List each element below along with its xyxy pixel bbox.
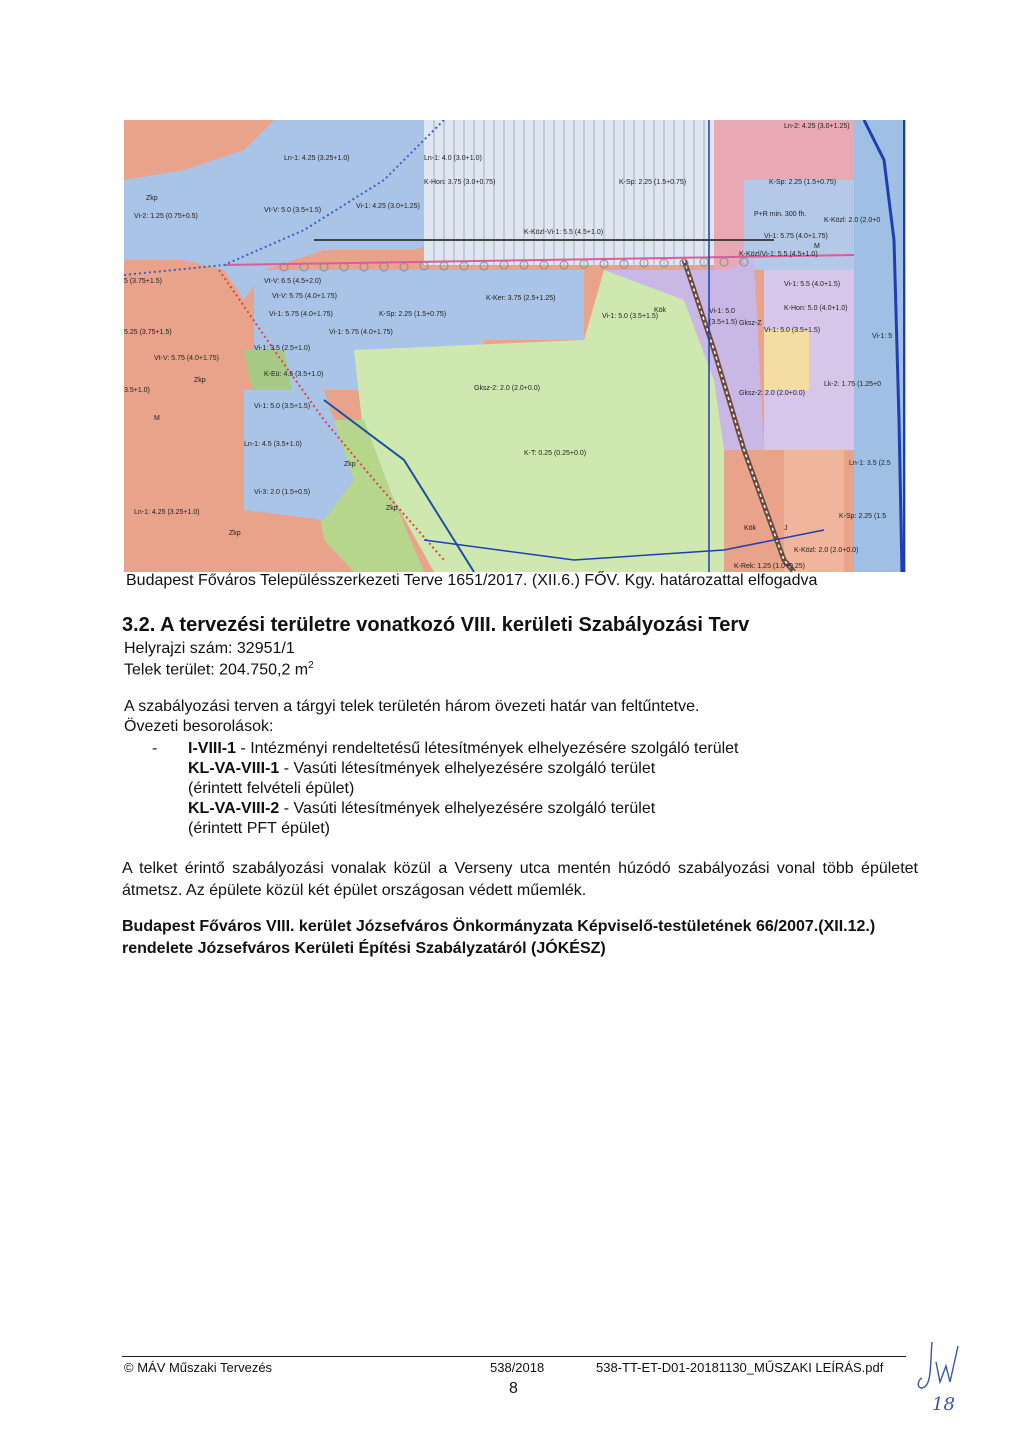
regulation-title: Budapest Főváros VIII. kerület Józsefváros Önkormányzata Képviselő-testületének 66/2007.(XII.12.) rendelete Józsefváros Kerületi Építési Szabályzatáról (JÓKÉSZ)	[122, 918, 876, 957]
section-heading: 3.2. A tervezési területre vonatkozó VIII. kerületi Szabályozási Terv	[122, 614, 750, 636]
zone-code: KL-VA-VIII-1	[188, 760, 280, 777]
zone-desc: - Vasúti létesítmények elhelyezésére szolgáló terület	[279, 760, 656, 777]
map-caption: Budapest Főváros Településszerkezeti Terve 1651/2017. (XII.6.) FŐV. Kgy. határozattal elfogadva	[126, 572, 818, 589]
parcel-area-text: Telek terület: 204.750,2 m	[124, 661, 309, 679]
map-label: K-Közl: 2.0 (2.0+0.0)	[794, 547, 859, 554]
body-paragraph: A telket érintő szabályozási vonalak közül a Verseny utca mentén húzódó szabályozási vonal több épületet átmetsz. Az épülete közül két épület országosan védett műemlék.	[122, 860, 918, 899]
zone-item-1	[188, 740, 739, 758]
zone-note-2: (érintett felvételi épület)	[188, 780, 355, 797]
map-label: M	[814, 243, 820, 250]
map-label: Kök	[744, 525, 757, 532]
map-label: 5 (3.75+1.5)	[124, 278, 162, 285]
map-label: Ln-1: 4.0 (3.0+1.0)	[424, 155, 482, 162]
map-label: Ln-1: 4.5 (3.5+1.0)	[244, 441, 302, 448]
map-label: Zkp	[146, 195, 158, 202]
map-label: Vi-1: 3.5 (2.5+1.0)	[254, 345, 311, 352]
map-label: 5.25 (3.75+1.5)	[124, 329, 172, 336]
zone-code: I-VIII-1	[188, 740, 237, 757]
footer-right: 538-TT-ET-D01-20181130_MŰSZAKI LEÍRÁS.pdf	[596, 1360, 884, 1375]
map-label: Vi-1: 5.0 (3.5+1.5)	[764, 327, 821, 334]
signature-icon	[912, 1336, 972, 1416]
map-label: Ln-1: 4.25 (3.25+1.0)	[134, 509, 200, 516]
map-label: K-Hon: 5.0 (4.0+1.0)	[784, 305, 848, 312]
map-label: Zkp	[194, 377, 206, 384]
map-label: Gksz-2: 2.0 (2.0+0.0)	[474, 385, 540, 392]
zone-desc: - Vasúti létesítmények elhelyezésére szolgáló terület	[279, 800, 656, 817]
map-label: M	[154, 415, 160, 422]
map-label: Vi-1: 5.0 (3.5+1.5)	[254, 403, 311, 410]
map-label: P+R min. 300 fh.	[754, 211, 807, 218]
map-label: K-Rek: 1.25 (1.0+0.25)	[734, 563, 806, 570]
zone-item-2	[188, 760, 655, 778]
map-label: Vt-V: 5.0 (3.5+1.5)	[264, 207, 322, 214]
handwritten-page: 18	[932, 1394, 955, 1415]
map-label: 3.5+1.0)	[124, 387, 150, 394]
map-label: K-Hon: 3.75 (3.0+0.75)	[424, 179, 496, 186]
map-label: Vi-1: 5.75 (4.0+1.75)	[329, 329, 393, 336]
footer-left: © MÁV Műszaki Tervezés	[124, 1360, 273, 1375]
map-label: Vt-V: 6.5 (4.5+2.0)	[264, 278, 322, 285]
footer-center: 538/2018	[490, 1360, 545, 1375]
parcel-hrsz: Helyrajzi szám: 32951/1	[124, 640, 295, 657]
zone-item-3	[188, 800, 655, 818]
zone-desc: - Intézményi rendeltetésű létesítmények elhelyezésére szolgáló terület	[236, 740, 739, 757]
map-label: J	[784, 525, 788, 532]
map-label: Vi-1: 5.0	[709, 308, 735, 315]
map-label: Gksz-Z	[739, 320, 762, 327]
map-label: Ln-1: 3.5 (2.5	[849, 460, 891, 467]
footer-rule	[122, 1356, 906, 1357]
map-label: K-Sp: 2.25 (1.5	[839, 513, 887, 520]
map-label: K-Sp: 2.25 (1.5+0.75)	[769, 179, 837, 186]
map-label: Zkp	[344, 461, 356, 468]
map-label: Vi-1: 4.25 (3.0+1.25)	[356, 203, 420, 210]
map-label: Vi-1: 5.5 (4.0+1.5)	[784, 281, 841, 288]
page-number: 8	[509, 1380, 518, 1397]
map-label: Zkp	[229, 530, 241, 537]
map-label: K-T: 0.25 (0.25+0.0)	[524, 450, 587, 457]
parcel-area-sup: 2	[308, 660, 314, 671]
map-label: K-Közl/Vi-1: 5.5 (4.5+1.0)	[739, 251, 818, 258]
map-label: Vi-1: 5.0 (3.5+1.5)	[602, 313, 659, 320]
map-label: K-Sp: 2.25 (1.5+0.75)	[619, 179, 687, 186]
map-label: Ln-2: 4.25 (3.0+1.25)	[784, 123, 850, 130]
map-label: Vt-V: 5.75 (4.0+1.75)	[272, 293, 337, 300]
map-label: Lk-2: 1.75 (1.25+0	[824, 381, 882, 388]
list-dash: -	[152, 740, 158, 757]
map-label: Vi-2: 1.25 (0.75+0.5)	[134, 213, 198, 220]
map-label: Zkp	[386, 505, 398, 512]
zone-code: KL-VA-VIII-2	[188, 800, 280, 817]
map-label: Vi-1: 5.75 (4.0+1.75)	[269, 311, 333, 318]
handwritten-signature	[912, 1336, 972, 1421]
map-label: K-Ker: 3.75 (2.5+1.25)	[486, 295, 556, 302]
zoning-map-graphic	[124, 120, 906, 572]
map-label: Gksz-2: 2.0 (2.0+0.0)	[739, 390, 805, 397]
map-label: Vt-V: 5.75 (4.0+1.75)	[154, 355, 219, 362]
map-label: Vi-1: 5.75 (4.0+1.75)	[764, 233, 828, 240]
parcel-area	[124, 660, 314, 679]
map-label: Ln-1: 4.25 (3.25+1.0)	[284, 155, 350, 162]
map-label: K-Közl-Vi-1: 5.5 (4.5+1.0)	[524, 229, 604, 236]
zones-heading: Övezeti besorolások:	[124, 718, 274, 735]
map-label: Vi-3: 2.0 (1.5+0.5)	[254, 489, 311, 496]
map-label: K-Eü: 4.5 (3.5+1.0)	[264, 371, 324, 378]
map-label: Kök	[654, 307, 667, 314]
map-label: Vi-1: 5	[872, 333, 893, 340]
intro-text: A szabályozási terven a tárgyi telek területén három övezeti határ van feltűntetve.	[124, 698, 700, 715]
map-label: K-Közl: 2.0 (2.0+0	[824, 217, 881, 224]
zone-note-3: (érintett PFT épület)	[188, 820, 330, 837]
map-label: (3.5+1.5)	[709, 319, 738, 326]
zoning-map	[124, 120, 906, 572]
map-label: K-Sp: 2.25 (1.5+0.75)	[379, 311, 447, 318]
